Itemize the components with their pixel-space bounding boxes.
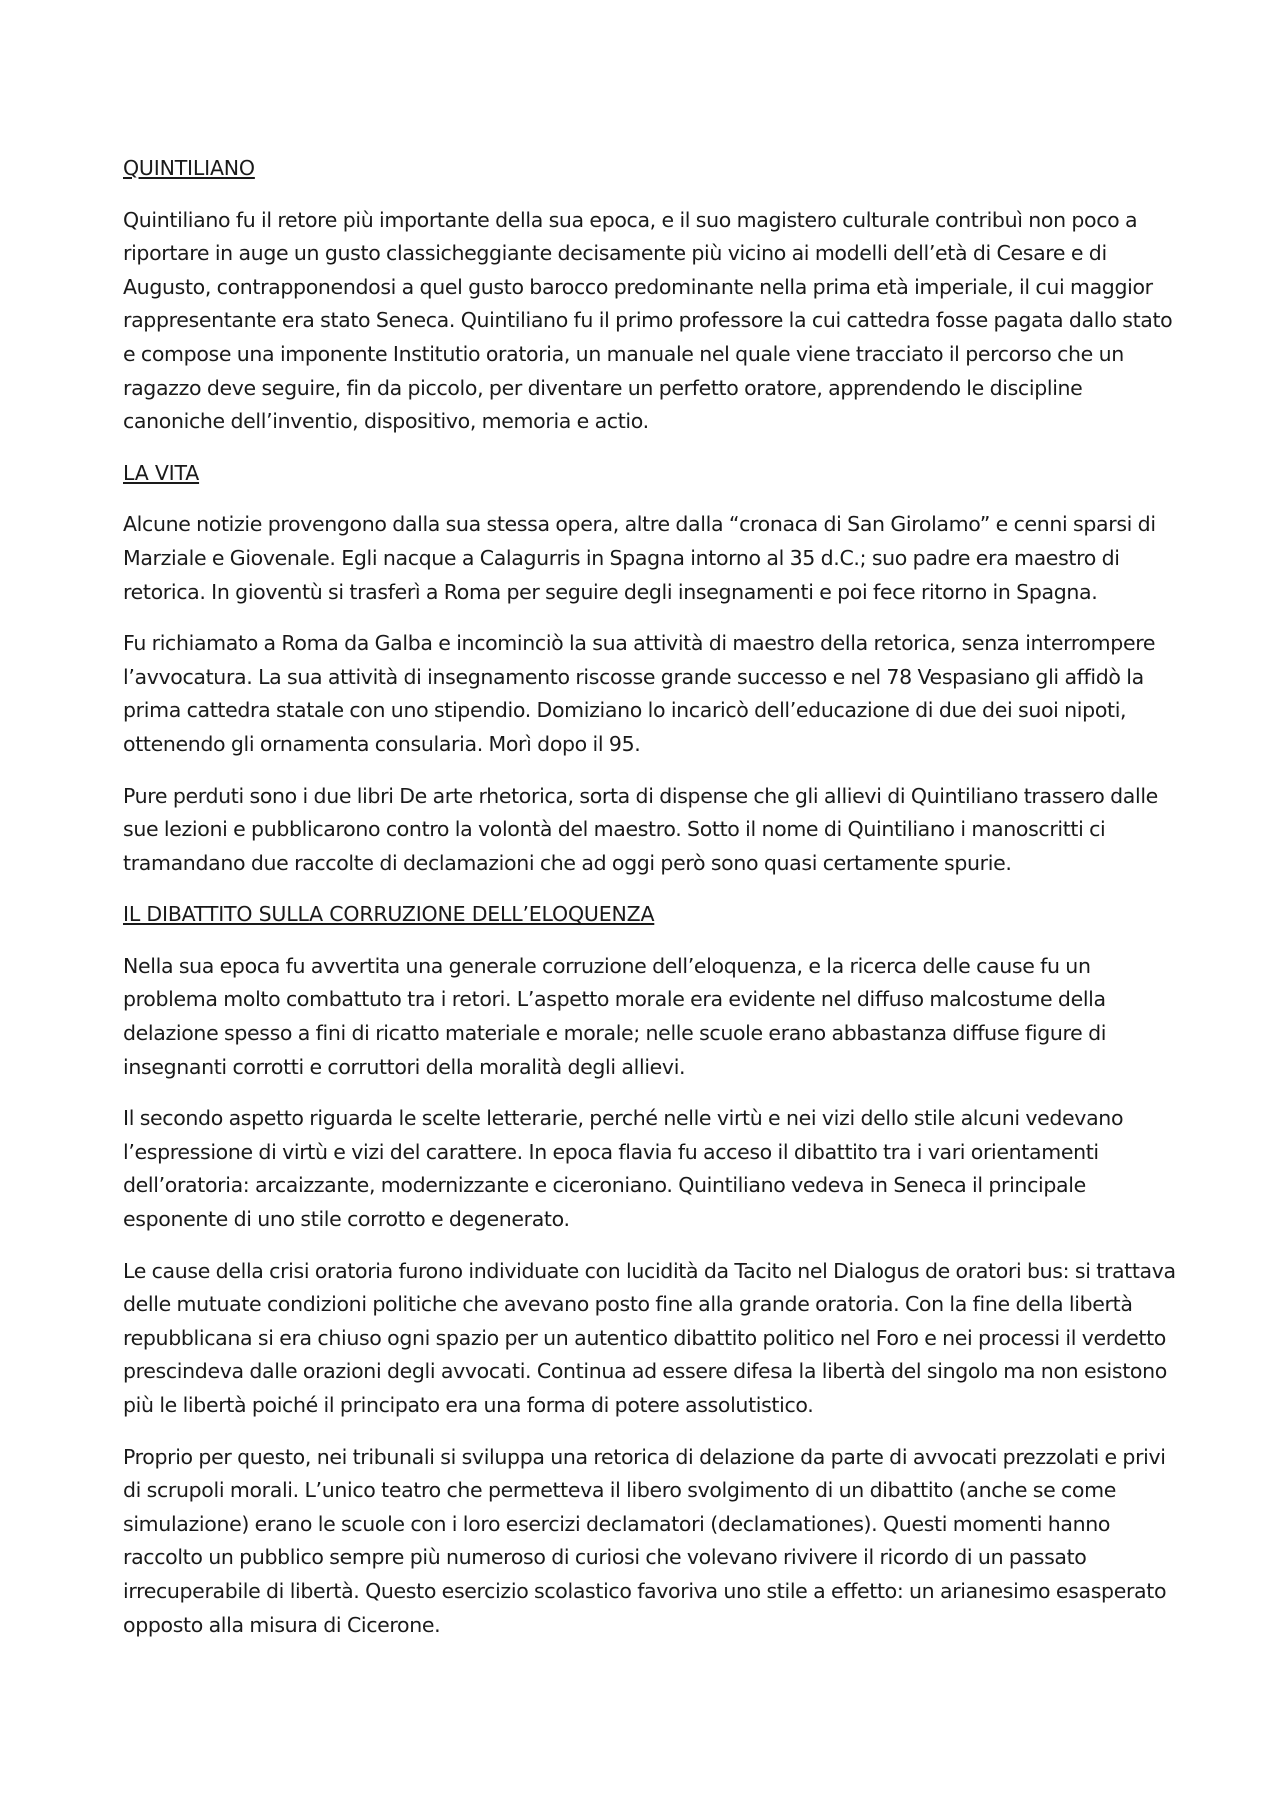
heading-quintiliano: QUINTILIANO [123,156,255,180]
heading-dibattito: IL DIBATTITO SULLA CORRUZIONE DELL’ELOQUENZA [123,902,655,927]
paragraph-dibattito-1: Nella sua epoca fu avvertita una generale corruzione dell’eloquenza, e la ricerca delle cause fu un problema molto combattuto tra i retori. L’aspetto morale era evidente nel diffuso malcostume della delazione spesso a fini di ricatto materiale e morale; nelle scuole erano abbastanza diffuse figure di insegnanti corrotti e corruttori della moralità degli allievi. [123,953,1107,1079]
heading-la-vita: LA VITA [123,460,200,485]
paragraph-dibattito-3: Le cause della crisi oratoria furono individuate con lucidità da Tacito nel Dialogus de oratori bus: si trattava delle mutuate condizioni politiche che avevano posto fine alla grande oratoria. Con la fine della libertà repubblicana si era chiuso ogni spazio per un autentico dibattito politico nel Foro e nei processi il verdetto prescindeva dalle orazioni degli avvocati. Continua ad essere difesa la libertà del singolo ma non esistono più le libertà poiché il principato era una forma di potere assolutistico. [123,1258,1176,1417]
document-page [123,152,1183,1660]
paragraph-vita-3: Pure perduti sono i due libri De arte rhetorica, sorta di dispense che gli allievi di Quintiliano trassero dalle sue lezioni e pubblicarono contro la volontà del maestro. Sotto il nome di Quintiliano i manoscritti ci tramandano due raccolte di declamazioni che ad oggi però sono quasi certamente spurie. [123,783,1158,875]
paragraph-vita-2: Fu richiamato a Roma da Galba e incominciò la sua attività di maestro della retorica, senza interrompere l’avvocatura. La sua attività di insegnamento riscosse grande successo e nel 78 Vespasiano gli affidò la prima cattedra statale con uno stipendio. Domiziano lo incaricò dell’educazione di due dei suoi nipoti, ottenendo gli ornamenta consularia. Morì dopo il 95. [123,631,1156,756]
paragraph-dibattito-2: Il secondo aspetto riguarda le scelte letterarie, perché nelle virtù e nei vizi dello stile alcuni vedevano l’espressione di virtù e vizi del carattere. In epoca flavia fu acceso il dibattito tra i vari orientamenti dell’oratoria: arcaizzante, modernizzante e ciceroniano. Quintiliano vedeva in Seneca il principale esponente di uno stile corrotto e degenerato. [123,1106,1124,1232]
paragraph-dibattito-4: Proprio per questo, nei tribunali si sviluppa una retorica di delazione da parte di avvocati prezzolati e privi di scrupoli morali. L’unico teatro che permetteva il libero svolgimento di un dibattito (anche se come simulazione) erano le scuole con i loro esercizi declamatori (declamationes). Questi momenti hanno raccolto un pubblico sempre più numeroso di curiosi che volevano rivivere il ricordo di un passato irrecuperabile di libertà. Questo esercizio scolastico favoriva uno stile a effetto: un arianesimo esasperato opposto alla misura di Cicerone. [123,1444,1167,1637]
paragraph-intro: Quintiliano fu il retore più importante della sua epoca, e il suo magistero culturale contribuì non poco a riportare in auge un gusto classicheggiante decisamente più vicino ai modelli dell’età di Cesare e di Augusto, contrapponendosi a quel gusto barocco predominante nella prima età imperiale, il cui maggior rappresentante era stato Seneca. Quintiliano fu il primo professore la cui cattedra fosse pagata dallo stato e compose una imponente Institutio oratoria, un manuale nel quale viene tracciato il percorso che un ragazzo deve seguire, fin da piccolo, per diventare un perfetto oratore, apprendendo le discipline canoniche dell’inventio, dispositivo, memoria e actio. [123,207,1173,434]
paragraph-vita-1: Alcune notizie provengono dalla sua stessa opera, altre dalla “cronaca di San Girolamo” e cenni sparsi di Marziale e Giovenale. Egli nacque a Calagurris in Spagna intorno al 35 d.C.; suo padre era maestro di retorica. In gioventù si trasferì a Roma per seguire degli insegnamenti e poi fece ritorno in Spagna. [123,512,1156,604]
